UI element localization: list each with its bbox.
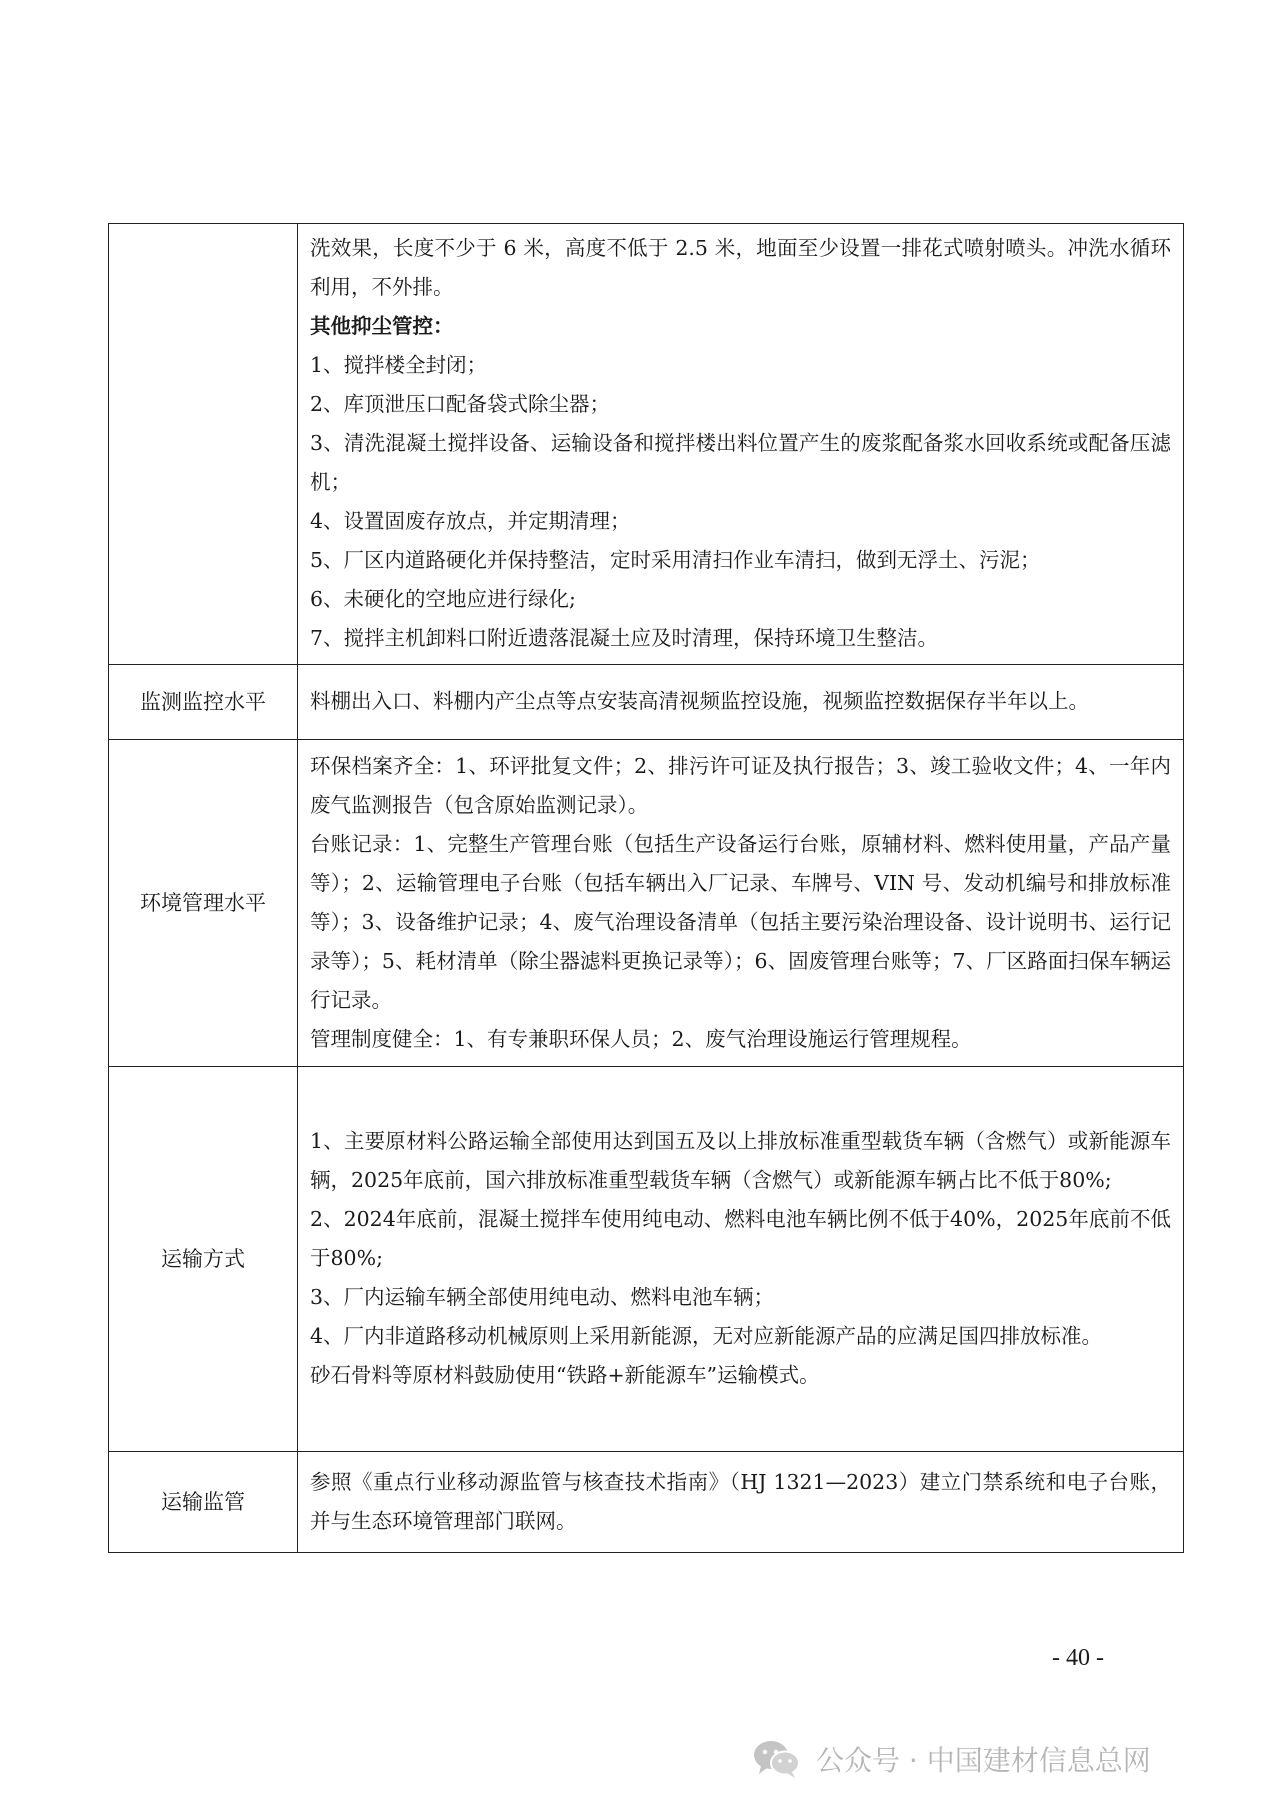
table-row [109, 665, 1184, 740]
row-label: 运输监管 [109, 1452, 298, 1553]
table-row [109, 1452, 1184, 1553]
table-row [109, 1067, 1184, 1452]
row-label: 环境管理水平 [109, 740, 298, 1067]
list-item: 1、主要原材料公路运输全部使用达到国五及以上排放标准重型载货车辆（含燃气）或新能源车辆，2025年底前，国六排放标准重型载货车辆（含燃气）或新能源车辆占比不低于80%; [310, 1129, 1171, 1192]
paragraph: 洗效果，长度不少于 6 米，高度不低于 2.5 米，地面至少设置一排花式喷射喷头。冲洗水循环利用，不外排。 [310, 236, 1171, 299]
row-content [298, 1452, 1184, 1553]
list-item: 2、2024年底前，混凝土搅拌车使用纯电动、燃料电池车辆比例不低于40%，2025年底前不低于80%; [310, 1207, 1171, 1270]
subheading: 其他抑尘管控： [310, 314, 454, 338]
row-content [298, 1067, 1184, 1452]
list-item: 7、搅拌主机卸料口附近遗落混凝土应及时清理，保持环境卫生整洁。 [310, 626, 939, 650]
row-content [298, 740, 1184, 1067]
paragraph: 环保档案齐全：1、环评批复文件；2、排污许可证及执行报告；3、竣工验收文件；4、一年内废气监测报告（包含原始监测记录）。 [310, 753, 1171, 817]
table-row [109, 224, 1184, 665]
list-item: 2、库顶泄压口配备袋式除尘器； [310, 392, 611, 416]
list-item: 1、搅拌楼全封闭； [310, 353, 488, 377]
watermark [752, 1739, 1151, 1779]
paragraph: 料棚出入口、料棚内产尘点等点安装高清视频监控设施，视频监控数据保存半年以上。 [310, 689, 1089, 713]
wechat-icon [752, 1739, 802, 1779]
list-item: 6、未硬化的空地应进行绿化; [310, 587, 576, 611]
row-label: 监测监控水平 [109, 665, 298, 740]
page-number: - 40 - [1052, 1645, 1104, 1671]
paragraph: 台账记录：1、完整生产管理台账（包括生产设备运行台账，原辅材料、燃料使用量，产品产量等）；2、运输管理电子台账（包括车辆出入厂记录、车牌号、VIN 号、发动机编号和排放标准等）；3、设备维护记录；4、废气治理设备清单（包括主要污染治理设备、设计说明书、运行记录等）；5、耗材清单（除尘器滤料更换记录等）；6、固废管理台账等；7、厂区路面扫保车辆运行记录。 [310, 831, 1171, 1012]
paragraph: 砂石骨料等原材料鼓励使用“铁路+新能源车”运输模式。 [310, 1363, 820, 1387]
paragraph: 管理制度健全：1、有专兼职环保人员；2、废气治理设施运行管理规程。 [310, 1026, 972, 1051]
list-item: 4、设置固废存放点，并定期清理； [310, 509, 631, 533]
standards-table [108, 223, 1184, 1553]
row-label: 运输方式 [109, 1067, 298, 1452]
list-item: 3、厂内运输车辆全部使用纯电动、燃料电池车辆； [310, 1285, 775, 1309]
row-content [298, 224, 1184, 665]
list-item: 4、厂内非道路移动机械原则上采用新能源，无对应新能源产品的应满足国四排放标准。 [310, 1324, 1103, 1348]
paragraph: 参照《重点行业移动源监管与核查技术指南》（HJ 1321—2023）建立门禁系统和电子台账，并与生态环境管理部门联网。 [310, 1469, 1171, 1533]
row-content [298, 665, 1184, 740]
row-label [109, 224, 298, 665]
watermark-text: 公众号 · 中国建材信息总网 [816, 1744, 1151, 1777]
list-item: 3、清洗混凝土搅拌设备、运输设备和搅拌楼出料位置产生的废浆配备浆水回收系统或配备压滤机； [310, 431, 1171, 494]
list-item: 5、厂区内道路硬化并保持整洁，定时采用清扫作业车清扫，做到无浮土、污泥； [310, 548, 1041, 572]
table-row [109, 740, 1184, 1067]
